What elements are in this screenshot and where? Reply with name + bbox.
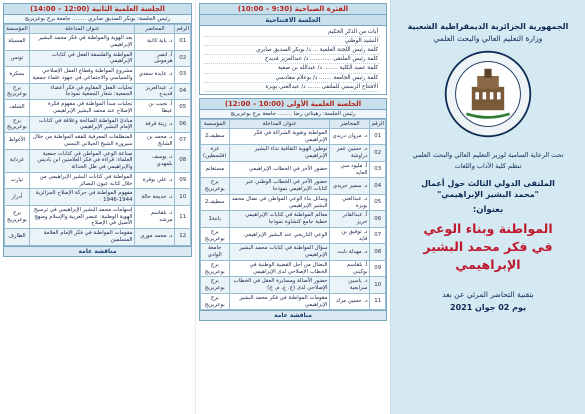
cell-topic: وسائل بناء الوعي المواطن في نضال محمد البشير الإبراهيمي <box>229 194 330 211</box>
cell-topic: مفهوم المواطنة في حركة الإصلاح الجزائرية 1944-1946 <box>29 189 135 206</box>
cell-num: 10 <box>175 189 191 206</box>
opening-item: كلمة رئيس الملتقى ............ د/ عبدالعزيز قديدح <box>204 55 380 64</box>
cell-num: 04 <box>370 178 386 195</box>
table-row <box>5 50 191 67</box>
cell-inst: مستغانم <box>201 161 230 178</box>
cell-name: د. يوسف بلمهدي <box>135 149 175 172</box>
cell-num: 03 <box>175 67 191 84</box>
patron-line-1: تحت الرعاية السامية لوزير التعليم العالي والبحث العلمي <box>412 151 564 159</box>
university-logo-icon <box>443 49 533 139</box>
first-session-chair: رئيس الجلسة: رهيناتي رضا ........ جامعة برج بوعريريج <box>200 110 386 119</box>
cell-num: 02 <box>175 50 191 67</box>
cell-inst: الأغواط <box>5 133 30 150</box>
cell-num: 07 <box>175 133 191 150</box>
cell-topic: صناعة الوعي المواطن في كتابات جمعية العلماء: قراءة في فكر العلامتين ابن باديس والإبراهيمي في ظل الحداثة <box>29 149 135 172</box>
cover <box>391 22 585 312</box>
cell-num: 02 <box>370 145 386 162</box>
table-row <box>201 244 386 261</box>
cell-num: 04 <box>175 83 191 100</box>
cell-name: أ. مليود سي العايد <box>330 161 370 178</box>
cell-topic: مقومات المواطنة في فكر الإمام العلامة المسلمين <box>29 229 135 246</box>
patron-line-2: تنظم كلية الآداب واللغات <box>454 161 522 170</box>
opening-list <box>200 26 386 94</box>
opening-item: النشيد الوطني <box>204 37 380 46</box>
cell-name: أ. عبدالقادر خريز <box>330 211 370 228</box>
opening-item: الافتتاح الرسمي للملتقى ....... د/ عبدالغني بوبزة <box>204 83 380 92</box>
conference-line-1: الملتقى الدولي الثالث حول أعمال <box>421 178 555 188</box>
main-title-2: في فكر محمد البشير الإبراهيمي <box>423 239 553 273</box>
cell-name: د. محمد موري <box>135 229 175 246</box>
cell-topic: المواطنة وتقوية الشراكة في فكر الإبراهيمي <box>229 128 330 145</box>
opening-title: الفترة الصباحية (9:30 – 10:00) <box>200 4 386 15</box>
panel-second-session <box>0 0 195 414</box>
table-row <box>201 161 386 178</box>
cell-name: د. بلقاسم مرشد <box>135 205 175 228</box>
cell-name: د. زينة قرفة <box>135 116 175 133</box>
cell-inst: الطارف <box>5 229 30 246</box>
table-row <box>5 133 191 150</box>
col-topic: عنوان المداخلة <box>229 119 330 128</box>
table-row <box>5 116 191 133</box>
cell-inst: أدرار <box>5 189 30 206</box>
cell-inst: الشلف <box>5 100 30 117</box>
cell-name: د. محمد بن الشايخ <box>135 133 175 150</box>
republic-name: الجمهورية الجزائرية الديمقراطية الشعبية <box>407 22 569 31</box>
cell-name: د. توفيق بن فايد <box>330 227 370 244</box>
cell-num: 12 <box>175 229 191 246</box>
cell-num: 01 <box>175 34 191 51</box>
cell-inst: برج بوعريريج <box>5 205 30 228</box>
second-session-table <box>4 24 191 246</box>
cell-num: 11 <box>175 205 191 228</box>
table-row <box>5 189 191 206</box>
cell-inst: برج بوعريريج <box>201 178 230 195</box>
cell-topic: النضال من أجل القضية الوطنية في الخطاب الإصلاحي لدى الإبراهيمي <box>229 260 330 277</box>
cell-topic: حضور الآخر في الخطاب الوطني عبر كتابات الإبراهيمي نموذجا <box>229 178 330 195</box>
table-row <box>5 172 191 189</box>
cell-inst: برج بوعريريج <box>201 260 230 277</box>
panel-cover <box>390 0 585 414</box>
cell-topic: حضور الآخر في الخطاب الإبراهيمي <box>229 161 330 178</box>
cell-num: 07 <box>370 227 386 244</box>
cell-name: د. مهدلة نابت <box>330 244 370 261</box>
cell-name: د. حسين عمر دراوشة <box>330 145 370 162</box>
ministry-name: وزارة التعليم العالي والبحث العلمي <box>433 34 543 43</box>
technology-note: بتقنية التحاضر المرئي عن بعد <box>442 290 534 300</box>
cell-num: 10 <box>370 277 386 294</box>
cell-inst: برج بوعريريج <box>5 116 30 133</box>
cell-name: د. عبدالغني بوبزة <box>330 194 370 211</box>
first-session-table <box>200 119 386 311</box>
table-row <box>201 227 386 244</box>
cell-inst: تونس <box>5 50 30 67</box>
cell-num: 03 <box>370 161 386 178</box>
cell-num: 05 <box>175 100 191 117</box>
col-inst: المؤسسة <box>6 26 28 32</box>
first-session-rows <box>201 128 386 310</box>
conference-line-2: "محمد البشير الإبراهيمي" <box>437 189 539 199</box>
first-session-discussion: مناقشة عامة <box>200 310 386 320</box>
cell-topic: مقومات المواطنة في فكر محمد البشير الإبراهيمي <box>229 293 330 310</box>
cell-topic: توطين الهوية الثقافية نداء البشير الإبراهيمي <box>229 145 330 162</box>
cell-name: أ. بلقاسم بوكيني <box>330 260 370 277</box>
opening-item: آيات من الذكر الحكيم <box>204 28 380 37</box>
opening-item: كلمة عميد الكلية ........ د/ عبدالله بن صفية <box>204 64 380 73</box>
col-num: الرقم <box>176 26 189 32</box>
cell-inst: سطيف2 <box>201 194 230 211</box>
main-title-1: المواطنة وبناء الوعي <box>423 220 553 236</box>
table-row <box>201 145 386 162</box>
cell-num: 06 <box>370 211 386 228</box>
cell-name: د. مروان دريدي <box>330 128 370 145</box>
cell-name: أ. انصر هرموش <box>135 50 175 67</box>
col-name: المحاضر <box>135 25 175 34</box>
panel-opening-first-session <box>195 0 390 414</box>
cell-topic: تجليات مبدأ المواطنة في مفهوم فكرة الإصلاح عند محمد البشير الإبراهيمي <box>29 100 135 117</box>
cell-topic: حضور الأصالة ومسايرة العقل في الخطاب الإصلاحي لدى (ج. ع. م. ج) <box>229 277 330 294</box>
cell-topic: مبادئ المواطنة الصالحة وعلاقة في كتابات الإمام البشير الإبراهيمي <box>29 116 135 133</box>
cell-name: د. بابة كاتبة <box>135 34 175 51</box>
cell-inst: باتنة1 <box>201 211 230 228</box>
cell-num: 09 <box>175 172 191 189</box>
table-row <box>5 67 191 84</box>
cell-topic: الوعي التاريخي عند البشير الإبراهيمي <box>229 227 330 244</box>
opening-item: كلمة رئيس اللجنة العلمية ... د/ بوبكر الصديق صابري <box>204 46 380 55</box>
cell-name: د. علي بوقرة <box>135 172 175 189</box>
cell-num: 08 <box>175 149 191 172</box>
cell-topic: تجليات الفعل المقاوم في فكر أعضاء الجمعية: شعار الجمعية نموذجا <box>29 83 135 100</box>
cell-inst: المسيلة <box>5 34 30 51</box>
title-label: بعنوان: <box>472 204 504 215</box>
first-session-title: الجلسة العلمية الأولى (10:00 – 12:00) <box>200 99 386 110</box>
col-name: المحاضر <box>330 119 370 128</box>
cell-inst: برج بوعريريج <box>201 277 230 294</box>
cell-num: 05 <box>370 194 386 211</box>
opening-block <box>199 3 387 95</box>
cell-inst: غرداية <box>5 149 30 172</box>
table-row <box>5 100 191 117</box>
second-session-discussion: مناقشة عامة <box>4 246 191 256</box>
table-row <box>201 128 386 145</box>
col-inst: المؤسسة <box>201 119 230 128</box>
cell-name: أ. نجيب بن عيطا <box>135 100 175 117</box>
table-row <box>201 260 386 277</box>
table-row <box>201 178 386 195</box>
cell-inst: غزة (فلسطين) <box>201 145 230 162</box>
table-row <box>201 194 386 211</box>
cell-name: د. ياسين سرايعية <box>330 277 370 294</box>
table-row <box>5 149 191 172</box>
cell-name: د. عبدالعزيز قديدح <box>135 83 175 100</box>
cell-inst: برج بوعريريج <box>201 293 230 310</box>
cell-topic: المنطلقات المعرفية للفقه المواطنة من خلال سيرورة الشيخ الجيلاني التبسي <box>29 133 135 150</box>
cell-name: د. خديجة حالة <box>135 189 175 206</box>
cell-topic: سؤال المواطنة في كتابات محمد البشير الإبراهيمي <box>229 244 330 261</box>
cell-topic: بعد الهوية والمواطنة في فكر محمد البشير الإبراهيمي <box>29 34 135 51</box>
table-row <box>5 205 191 228</box>
opening-subtitle: الجلسة الافتتاحية <box>200 15 386 26</box>
table-row <box>201 211 386 228</box>
second-session-rows <box>5 34 191 246</box>
cell-num: 11 <box>370 293 386 310</box>
first-session-block <box>199 98 387 322</box>
cell-inst: تيارت <box>5 172 30 189</box>
cell-topic: إسهامات محمد البشير الإبراهيمي في ترسيخ الهوية الوطنية: عنصر العربية والإسلام ومنهج الأصيل في الإصلاح <box>29 205 135 228</box>
table-row <box>201 277 386 294</box>
second-session-chair: رئيس الجلسة: بوبكر الصديق صابري ........ جامعة برج بوعريريج <box>4 15 191 24</box>
cell-num: 08 <box>370 244 386 261</box>
cell-topic: المواطنة في كتابات البشير الإبراهيمي من خلال كتابه عيون البصائر <box>29 172 135 189</box>
cell-num: 09 <box>370 260 386 277</box>
table-row <box>201 293 386 310</box>
cell-inst: برج بوعريريج <box>201 227 230 244</box>
cell-name: د. عايدة سعدي <box>135 67 175 84</box>
table-row <box>5 229 191 246</box>
opening-item: كلمة رئيس الجامعة ....... د/ بوعلام مقادسي <box>204 74 380 83</box>
cell-inst: برج بوعريريج <box>5 83 30 100</box>
table-row <box>5 34 191 51</box>
cell-inst: جامعة الوادي <box>201 244 230 261</box>
cell-name: د. حسين مرك <box>330 293 370 310</box>
col-num: الرقم <box>371 120 384 127</box>
second-session-block <box>3 3 192 257</box>
cell-inst: سطيف2 <box>201 128 230 145</box>
table-row <box>5 83 191 100</box>
cell-topic: المواطنة والفلسفة الفعل في كتابات الإبراهيمي <box>29 50 135 67</box>
cell-name: د. سمير جريدي <box>330 178 370 195</box>
second-session-title: الجلسة العلمية الثانية (12:00 – 14:00) <box>4 4 191 15</box>
col-topic: عنوان المداخلة <box>29 25 135 34</box>
cell-topic: معالم المواطنة في كتابات الإبراهيمي خطبة جامع كتشاوة نموذجا <box>229 211 330 228</box>
cell-inst: بسكرة <box>5 67 30 84</box>
cell-topic: مشروع المواطنة وقطاع العمل الإصلاحي والسياسي والاجتماعي في جهود علماء جمعية <box>29 67 135 84</box>
cell-num: 01 <box>370 128 386 145</box>
cell-num: 06 <box>175 116 191 133</box>
event-date: يوم 02 جوان 2021 <box>450 303 526 313</box>
